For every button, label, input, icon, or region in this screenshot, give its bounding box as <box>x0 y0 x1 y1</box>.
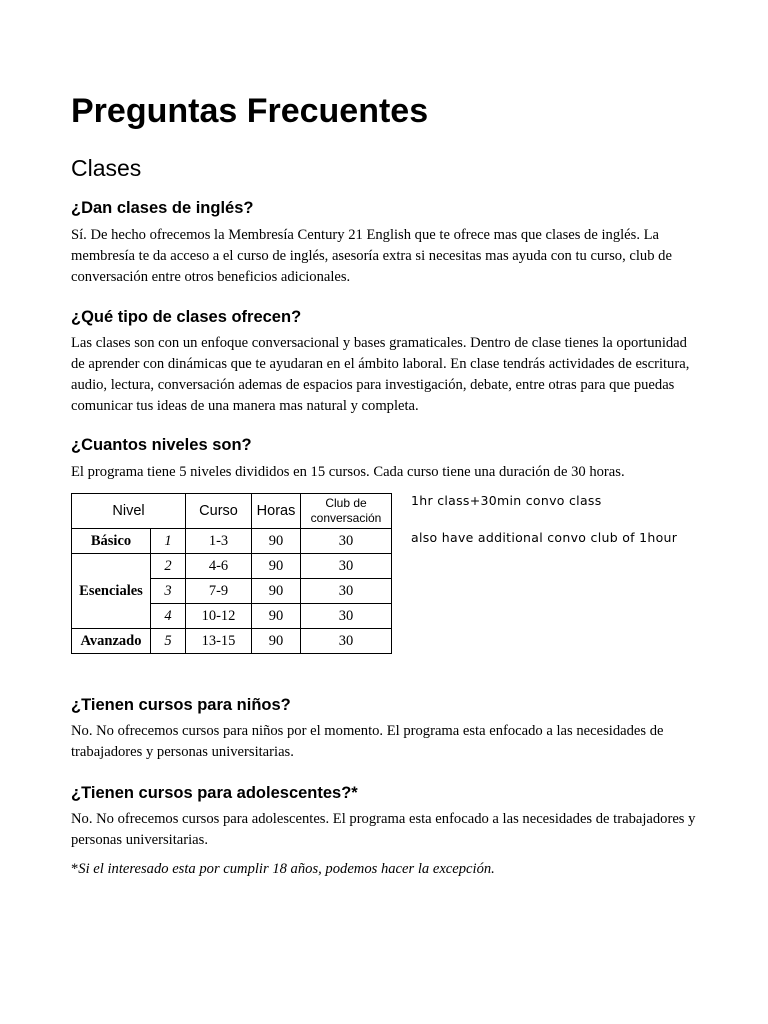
section-heading-clases: Clases <box>71 155 142 181</box>
group-avanzado: Avanzado <box>72 629 151 654</box>
course-range: 13-15 <box>186 629 252 654</box>
table-row <box>72 554 392 579</box>
faq-answer-kids-courses: No. No ofrecemos cursos para niños por el momento. El programa esta enfocado a las necesidades de trabajadores y personas universitarias. <box>71 723 664 760</box>
header-club-line1: Club de <box>325 496 367 510</box>
faq-answer-teen-courses: No. No ofrecemos cursos para adolescentes. El programa esta enfocado a las necesidades de trabajadores y personas universitarias. <box>71 811 696 848</box>
table-row <box>72 629 392 654</box>
hours-value: 90 <box>252 629 301 654</box>
faq-question-levels: ¿Cuantos niveles son? <box>71 436 252 454</box>
level-number: 4 <box>151 604 186 629</box>
group-esenciales: Esenciales <box>72 554 151 629</box>
hours-value: 90 <box>252 529 301 554</box>
course-range: 7-9 <box>186 579 252 604</box>
table-header-row <box>72 494 392 529</box>
levels-table <box>71 493 392 654</box>
faq-answer-class-type: Las clases son con un enfoque conversacional y bases gramaticales. Dentro de clase tienes la oportunidad de aprender con dinámicas que te ayudaran en el ámbito laboral. En clase tendrás actividades de escritura, audio, lectura, conversación ademas de espacios para investigación, debate, entre otras para que puedas comunicar tus ideas de una manera mas natural y completa. <box>71 335 690 414</box>
faq-question-class-type: ¿Qué tipo de clases ofrecen? <box>71 308 302 326</box>
club-hours-value: 30 <box>301 529 392 554</box>
annotation-class-duration: 1hr class+30min convo class <box>411 493 602 508</box>
faq-answer-english-classes: Sí. De hecho ofrecemos la Membresía Century 21 English que te ofrece mas que clases de inglés. La membresía te da acceso a el curso de inglés, asesoría extra si necesitas mas ayuda con tu curso, club de conversación entre otros beneficios adicionales. <box>71 227 672 285</box>
club-hours-value: 30 <box>301 604 392 629</box>
page-title: Preguntas Frecuentes <box>71 92 429 130</box>
course-range: 10-12 <box>186 604 252 629</box>
footnote-text: Si el interesado esta por cumplir 18 años, podemos hacer la excepción. <box>78 861 495 877</box>
club-hours-value: 30 <box>301 554 392 579</box>
club-hours-value: 30 <box>301 629 392 654</box>
header-club-conversacion <box>301 494 392 529</box>
header-curso: Curso <box>186 494 252 529</box>
level-number: 2 <box>151 554 186 579</box>
hours-value: 90 <box>252 579 301 604</box>
faq-question-teen-courses: ¿Tienen cursos para adolescentes?* <box>71 784 358 802</box>
footnote-age-exception <box>71 859 701 880</box>
faq-question-english-classes: ¿Dan clases de inglés? <box>71 199 254 217</box>
hours-value: 90 <box>252 554 301 579</box>
course-range: 4-6 <box>186 554 252 579</box>
faq-question-kids-courses: ¿Tienen cursos para niños? <box>71 696 291 714</box>
hours-value: 90 <box>252 604 301 629</box>
group-basico: Básico <box>72 529 151 554</box>
table-row <box>72 529 392 554</box>
course-range: 1-3 <box>186 529 252 554</box>
header-club-line2: conversación <box>310 511 382 525</box>
level-number: 3 <box>151 579 186 604</box>
faq-answer-levels: El programa tiene 5 niveles divididos en 15 cursos. Cada curso tiene una duración de 30 horas. <box>71 464 625 480</box>
level-number: 1 <box>151 529 186 554</box>
annotation-convo-club: also have additional convo club of 1hour <box>411 530 678 545</box>
footnote-marker: * <box>71 861 79 877</box>
club-hours-value: 30 <box>301 579 392 604</box>
header-horas: Horas <box>252 494 301 529</box>
level-number: 5 <box>151 629 186 654</box>
header-nivel: Nivel <box>72 494 186 529</box>
